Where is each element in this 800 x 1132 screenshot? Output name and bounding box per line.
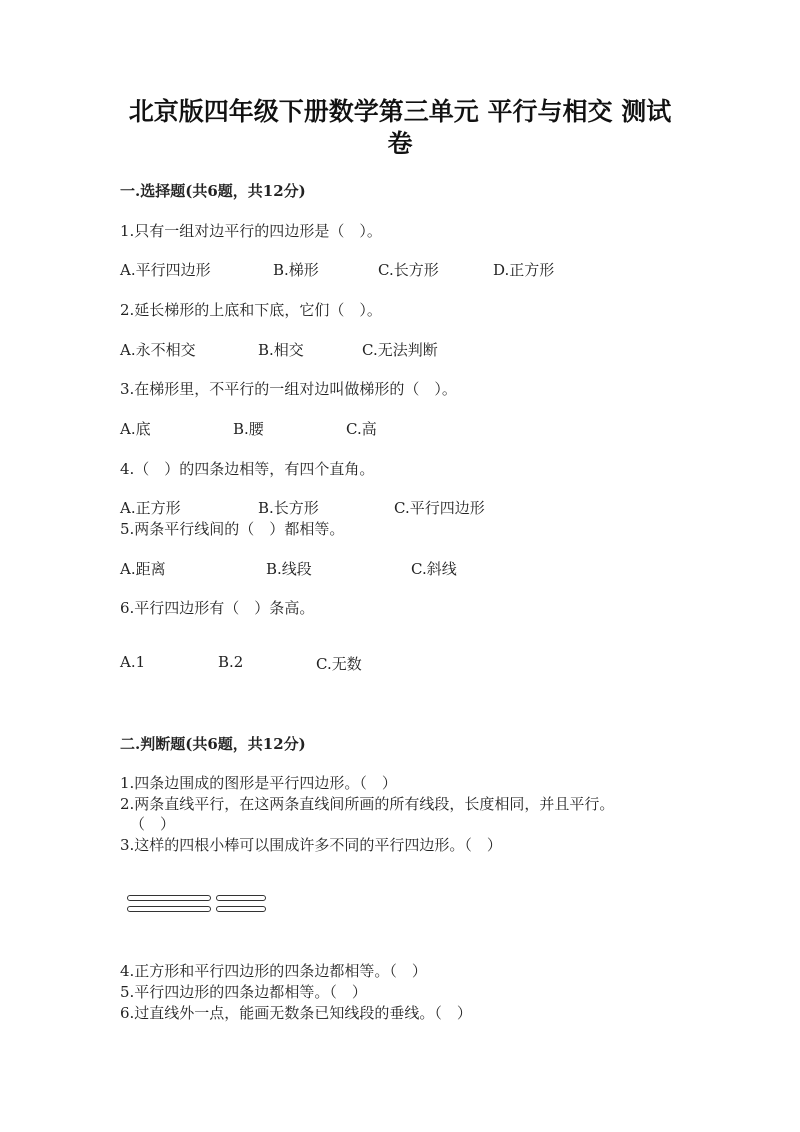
q4-option-a: A.正方形 xyxy=(120,499,181,517)
q6-option-a: A.1 xyxy=(120,653,146,671)
q1-option-b: B.梯形 xyxy=(273,261,319,279)
stick-long-top xyxy=(127,895,211,901)
judge-item-2: 2.两条直线平行，在这两条直线间所画的所有线段，长度相同，并且平行。 xyxy=(120,795,615,813)
question-2: 2.延长梯形的上底和下底，它们（ ）。 xyxy=(120,301,382,319)
stick-short-top xyxy=(216,895,266,901)
judge-item-4: 4.正方形和平行四边形的四条边都相等。（ ） xyxy=(120,962,427,980)
judge-item-2-bracket: （ ） xyxy=(130,815,176,833)
q4-option-b: B.长方形 xyxy=(258,499,319,517)
section-1-heading: 一.选择题(共6题，共12分) xyxy=(120,182,306,200)
judge-item-1: 1.四条边围成的图形是平行四边形。（ ） xyxy=(120,774,397,792)
question-6: 6.平行四边形有（ ）条高。 xyxy=(120,599,315,617)
judge-item-6: 6.过直线外一点，能画无数条已知线段的垂线。（ ） xyxy=(120,1004,472,1022)
q5-option-b: B.线段 xyxy=(266,560,312,578)
judge-item-3: 3.这样的四根小棒可以围成许多不同的平行四边形。（ ） xyxy=(120,836,502,854)
q2-option-c: C.无法判断 xyxy=(362,341,438,359)
judge-item-5: 5.平行四边形的四条边都相等。（ ） xyxy=(120,983,367,1001)
q5-option-c: C.斜线 xyxy=(411,560,457,578)
section-2-heading: 二.判断题(共6题，共12分) xyxy=(120,735,306,753)
q6-option-c: C.无数 xyxy=(316,655,362,673)
page-title-line-1: 北京版四年级下册数学第三单元 平行与相交 测试 xyxy=(128,97,672,126)
question-1: 1.只有一组对边平行的四边形是（ ）。 xyxy=(120,222,382,240)
q5-option-a: A.距离 xyxy=(120,560,166,578)
q3-option-c: C.高 xyxy=(346,420,377,438)
q2-option-b: B.相交 xyxy=(258,341,304,359)
question-3: 3.在梯形里，不平行的一组对边叫做梯形的（ ）。 xyxy=(120,380,457,398)
q2-option-a: A.永不相交 xyxy=(120,341,196,359)
stick-short-bottom xyxy=(216,906,266,912)
stick-long-bottom xyxy=(127,906,211,912)
q6-option-b: B.2 xyxy=(218,653,244,671)
q1-option-d: D.正方形 xyxy=(493,261,555,279)
question-4: 4.（ ）的四条边相等，有四个直角。 xyxy=(120,460,375,478)
page-title-line-2: 卷 xyxy=(387,129,413,158)
q4-option-c: C.平行四边形 xyxy=(394,499,485,517)
q1-option-a: A.平行四边形 xyxy=(120,261,211,279)
q1-option-c: C.长方形 xyxy=(378,261,439,279)
q3-option-a: A.底 xyxy=(120,420,151,438)
q3-option-b: B.腰 xyxy=(233,420,264,438)
question-5: 5.两条平行线间的（ ）都相等。 xyxy=(120,520,345,538)
